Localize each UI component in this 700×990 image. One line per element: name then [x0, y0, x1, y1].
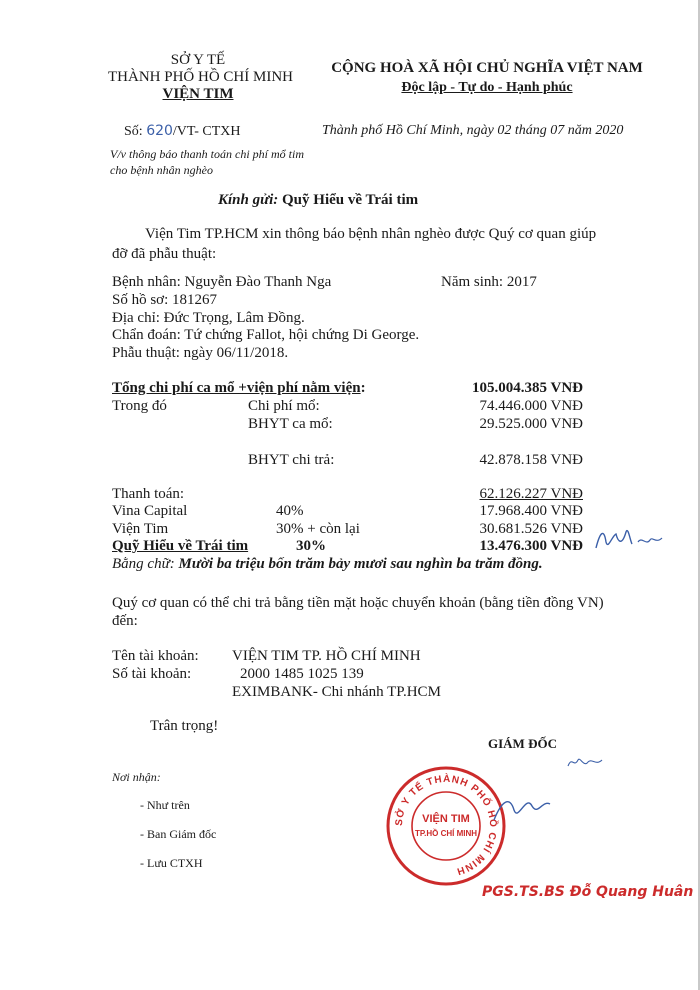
payment-label: Thanh toán:	[112, 486, 185, 502]
official-stamp	[384, 764, 508, 888]
place-date: Thành phố Hồ Chí Minh, ngày 02 tháng 07 năm 2020	[322, 123, 624, 138]
agency-line-2: THÀNH PHỐ HỒ CHÍ MINH	[108, 69, 293, 85]
fund-value: 13.476.300 VNĐ	[479, 538, 583, 554]
signer-name: PGS.TS.BS Đỗ Quang Huân	[482, 884, 694, 900]
total-cost-value: 105.004.385 VNĐ	[472, 380, 583, 396]
patient-name: Bệnh nhân: Nguyễn Đào Thanh Nga	[112, 274, 332, 290]
vina-percent: 40%	[276, 503, 304, 519]
document-number	[124, 123, 240, 140]
signature-scribble	[566, 752, 606, 772]
account-name-value: VIỆN TIM TP. HỒ CHÍ MINH	[232, 648, 421, 664]
stamp-ring-text: SỞ Y TẾ THÀNH PHỐ HỒ CHÍ MINH	[393, 773, 499, 877]
patient-record: Số hồ sơ: 181267	[112, 292, 218, 308]
bank-branch: EXIMBANK- Chi nhánh TP.HCM	[232, 684, 441, 700]
subject-line-2: cho bệnh nhân nghèo	[110, 163, 213, 177]
subject-line-1: V/v thông báo thanh toán chi phí mổ tim	[110, 147, 304, 161]
doc-number-suffix: /VT- CTXH	[172, 124, 241, 139]
fund-percent: 30%	[296, 538, 326, 554]
handwritten-initials	[592, 520, 668, 556]
agency-line-1: SỞ Y TẾ	[170, 52, 226, 68]
subject	[110, 146, 304, 178]
greeting-prefix: Kính gửi:	[218, 192, 279, 208]
payment-note-line-1: Quý cơ quan có thể chi trả bằng tiền mặt hoặc chuyển khoản (bằng tiền đồng VN)	[112, 595, 604, 611]
surgery-cost-value: 74.446.000 VNĐ	[479, 398, 583, 414]
bhyt-surgery-value: 29.525.000 VNĐ	[479, 416, 583, 432]
intro-line-2: đỡ đã phẫu thuật:	[112, 246, 217, 262]
vina-label: Vina Capital	[112, 503, 188, 519]
patient-diagnosis: Chẩn đoán: Tứ chứng Fallot, hội chứng Di George.	[112, 327, 420, 343]
agency-header	[108, 52, 293, 103]
account-name-label: Tên tài khoản:	[112, 648, 199, 664]
country-header	[322, 60, 652, 96]
recipient-item-3: - Lưu CTXH	[140, 856, 203, 870]
stamp-center-line-1: VIỆN TIM	[422, 813, 470, 825]
country-name: CỘNG HOÀ XÃ HỘI CHỦ NGHĨA VIỆT NAM	[331, 60, 643, 76]
amount-in-words	[112, 556, 543, 573]
greeting	[218, 192, 418, 209]
vina-value: 17.968.400 VNĐ	[479, 503, 583, 519]
account-number-label: Số tài khoản:	[112, 666, 192, 682]
patient-birth-year: Năm sinh: 2017	[441, 274, 537, 290]
vientim-label: Viện Tim	[112, 521, 169, 537]
signature-title: GIÁM ĐỐC	[488, 736, 557, 751]
total-cost-label-text: Tổng chi phí ca mổ +viện phí nằm viện	[112, 380, 361, 396]
intro-line-1: Viện Tim TP.HCM xin thông báo bệnh nhân nghèo được Quý cơ quan giúp	[145, 226, 597, 242]
recipient-item-2: - Ban Giám đốc	[140, 827, 217, 841]
vientim-value: 30.681.526 VNĐ	[479, 521, 583, 537]
recipients-heading: Nơi nhận:	[112, 770, 161, 784]
payment-note-line-2: đến:	[112, 613, 138, 629]
doc-number-prefix: Số:	[124, 124, 147, 139]
patient-surgery: Phẫu thuật: ngày 06/11/2018.	[112, 345, 289, 361]
greeting-recipient: Quỹ Hiểu về Trái tim	[282, 192, 419, 208]
fund-label: Quỹ Hiểu về Trái tim	[112, 538, 249, 554]
payment-value: 62.126.227 VNĐ	[479, 486, 583, 502]
closing: Trân trọng!	[150, 718, 219, 734]
doc-number-handwritten: 620	[146, 123, 173, 139]
account-number-value: 2000 1485 1025 139	[240, 666, 364, 682]
vientim-percent: 30% + còn lại	[276, 521, 360, 537]
bhyt-pay-label: BHYT chi trả:	[248, 452, 335, 468]
surgery-cost-label: Chi phí mổ:	[248, 398, 320, 414]
bhyt-pay-value: 42.878.158 VNĐ	[479, 452, 583, 468]
stamp-center-line-2: TP.HỒ CHÍ MINH	[414, 829, 478, 838]
patient-address: Địa chỉ: Đức Trọng, Lâm Đồng.	[112, 310, 305, 326]
words-prefix: Bằng chữ:	[112, 556, 175, 572]
country-motto: Độc lập - Tự do - Hạnh phúc	[401, 80, 573, 95]
of-which-label: Trong đó	[112, 398, 167, 414]
agency-line-3: VIỆN TIM	[162, 86, 234, 102]
recipient-item-1: - Như trên	[140, 798, 190, 812]
total-cost-colon: :	[360, 380, 366, 396]
total-cost-label	[112, 380, 366, 397]
words-text: Mười ba triệu bốn trăm bảy mươi sau nghìn ba trăm đồng.	[178, 556, 543, 572]
bhyt-surgery-label: BHYT ca mổ:	[248, 416, 333, 432]
director-signature	[492, 790, 552, 830]
